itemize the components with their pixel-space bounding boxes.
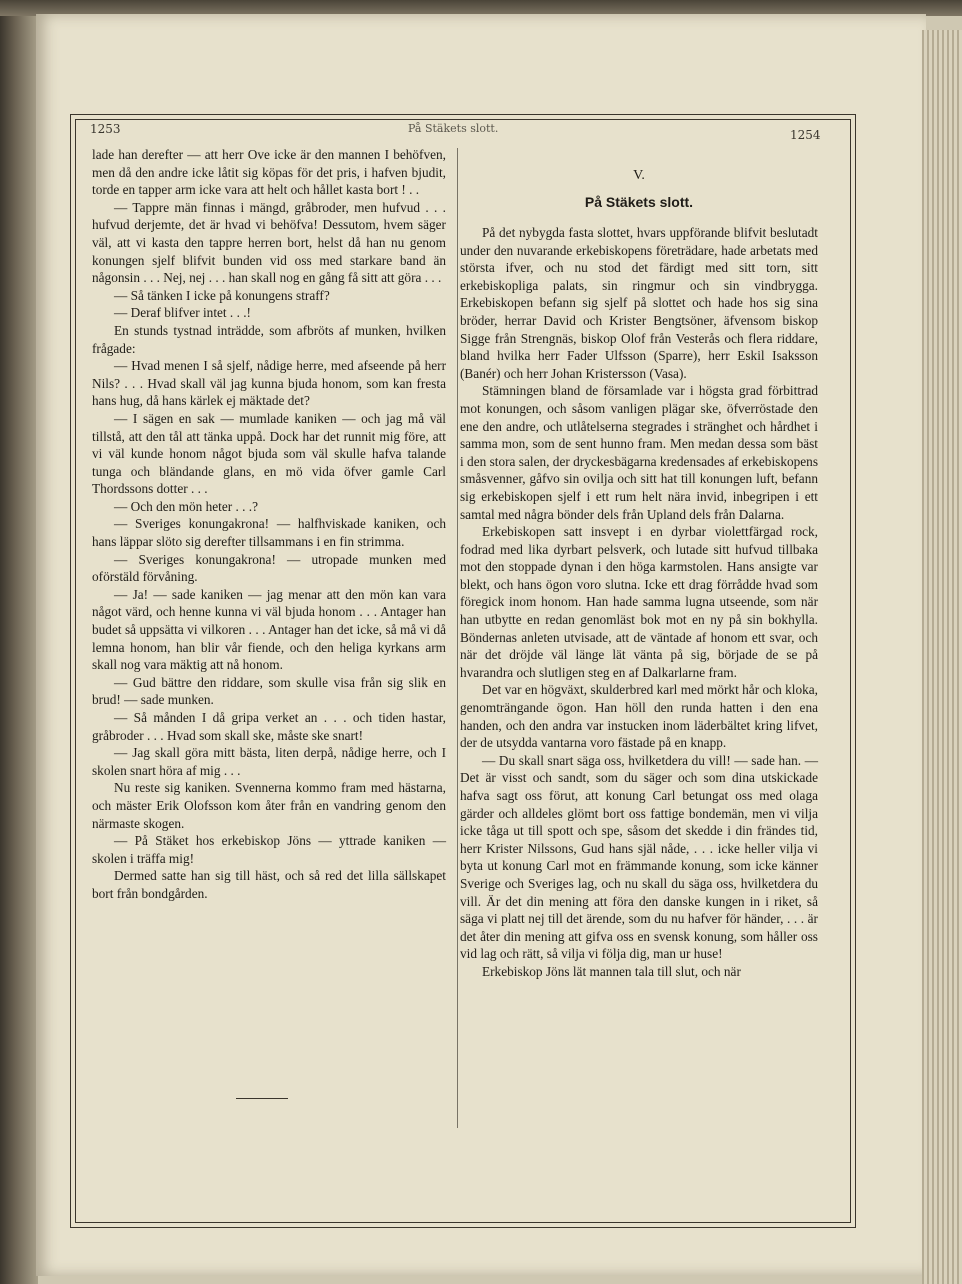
paragraph: — Tappre män finnas i mängd, gråbroder, men hufvud . . . hufvud derjemte, det är hvad vi behöfva! Dessutom, hvem säger väl, att vi kasta den tappre herren bort, helst då han nu genom konungen sjelf blifvit bunden vid oss med starkare band än någonsin . . . Nej, nej . . . han skall nog en gång få sitt att göra . . . bbox=[92, 199, 446, 286]
paragraph: — Och den mön heter . . .? bbox=[114, 498, 259, 514]
paragraph: — Deraf blifver intet . . .! bbox=[114, 305, 251, 321]
paragraph: — På Stäket hos erkebiskop Jöns — yttrade kaniken — skolen i träffa mig! bbox=[92, 833, 446, 866]
book-binding-edge bbox=[0, 0, 38, 1284]
paragraph: Stämningen bland de församlade var i högsta grad förbittrad mot konungen, och såsom vanligen plägar ske, öfverröstade den ene den andre, och utlåtelserna stegrades i stränghet och hårdhet i samma mon, som de sent hunno fram. Men medan dessa som bäst i den stora salen, der dryckesbägarna kredensades af erkebiskopens småsvenner, gåfvo sin ovilja och sitt hat till konungen luft, befann sig erkebiskopen sjelf i ett rum helt nära invid, inbegripen i ett samtal med några bönder dels från Upland dels från Dalarna. bbox=[460, 383, 818, 522]
paragraph: Dermed satte han sig till häst, och så red det lilla sällskapet bort från bondgården. bbox=[92, 868, 446, 901]
paragraph: — I sägen en sak — mumlade kaniken — och jag må väl tillstå, att den tål att tänka uppå. Dock har det runnit mig före, att vi väl kunde honom något bjuda som väl skulle hafva talande tunga och bländande glans, en mö vida öfver gamle Carl Thordssons dotter . . . bbox=[92, 410, 446, 497]
right-column bbox=[460, 224, 818, 981]
paragraph: — Sveriges konungakrona! — utropade munken med oförstäld förvåning. bbox=[92, 551, 446, 585]
paragraph: Erkebiskopen satt insvept i en dyrbar violettfärgad rock, fodrad med lika dyrbart pelsverk, och lutade sitt hufvud tillbaka mot den stoppade dynan i den höga karmstolen. Hans ansigte var blekt, och hans ögon voro slutna. Icke ett drag förrådde hvad som föregick inom honom. Han hade samma lugna utseende, som när han utbytte en redan genomläst bok mot en ny på sin bokhylla. Böndernas anleten utvisade, att de väntade af honom ett svar, och när det dröjde väl länge lät vänta på sig, började de se på hvarandra och slutligen steg en af Dalkarlarne fram. bbox=[460, 524, 818, 680]
paragraph: — Du skall snart säga oss, hvilketdera du vill! — sade han. — Det är visst och sandt, som du säger och som dina utskickade hafva sagt oss förut, att konung Carl betungat oss med olaga gärder och alldeles glömt bort oss fattige bondemän, men vi vilja icke tåga ut till spott och spe, såsom det skedde i din frändes tid, herr Krister Nilssons, Gud hans själ nåde, . . . icke heller vilja vi byta ut konung Carl mot en främmande konung, som icke känner Sverige och Sveriges lag, och nu skall du säga oss, hvilketdera du vill. Är det din mening att föra den danske kungen in i riket, så säga vi platt nej till det ärende, som du nu hafver för händer, . . . är det åter din mening att gifva oss en svensk konung, som håller oss vid lag och rätt, så vilja vi följa dig, man ur huse! bbox=[460, 752, 818, 962]
page-number-left: 1253 bbox=[90, 122, 121, 136]
paragraph: — Sveriges konungakrona! — halfhviskade kaniken, och hans läppar slöto sig derefter tillsammans i en fin strimma. bbox=[92, 516, 446, 550]
page-number-right: 1254 bbox=[790, 128, 821, 142]
paragraph: En stunds tystnad inträdde, som afbröts af munken, hvilken frågade: bbox=[92, 322, 446, 356]
paragraph: — Så månden I då gripa verket an . . . och tiden hastar, gråbroder . . . Hvad som skall ske, måste ske snart! bbox=[92, 710, 446, 743]
paragraph: På det nybygda fasta slottet, hvars uppförande blifvit beslutadt under den nuvarande erkebiskopens företrädare, hade arbetats med största ifver, och nu stod det färdigt med sitt torn, sitt erkebiskopliga palats, sin ringmur och sin vindbrygga. Erkebiskopen befann sig sjelf på slottet och hade hos sig sina bröder, herrar David och Krister Bengtsöner, äfvensom biskop Sigge från Strengnäs, biskop Olof från Vesterås och flera riddare, bland hvilka herr Fader Ulfsson (Sparre), herr Eskil Isaksson (Banér) och herr Johan Kristersson (Vasa). bbox=[460, 225, 818, 381]
paragraph: Erkebiskop Jöns lät mannen tala till slut, och när bbox=[482, 963, 741, 979]
left-column bbox=[92, 146, 446, 903]
paragraph: lade han derefter — att herr Ove icke är den mannen I behöfven, men då den andre icke låtit sig köpas för det pris, i hafven bjudit, torde en tapper arm icke vara att helt och hållet kasta bort ! . . bbox=[92, 147, 446, 198]
paragraph: — Jag skall göra mitt bästa, liten derpå, nådige herre, och I skolen snart höra af mig . . . bbox=[92, 745, 446, 778]
paragraph: — Så tänken I icke på konungens straff? bbox=[114, 287, 330, 303]
paragraph: Nu reste sig kaniken. Svennerna kommo fram med hästarna, och mäster Erik Olofsson kom åter från en vandring genom den närmaste skogen. bbox=[92, 780, 446, 831]
paragraph: Det var en högväxt, skulderbred karl med mörkt hår och kloka, genomträngande ögon. Han höll den runda hatten i den ena handen, och den andra var instucken inom läderbältet kring lifvet, der de utsydda vantarna voro fästade på en knapp. bbox=[460, 682, 818, 751]
paragraph: — Gud bättre den riddare, som skulle visa från sig slik en brud! — sade munken. bbox=[92, 674, 446, 708]
chapter-title: På Stäkets slott. bbox=[584, 194, 694, 210]
paragraph: — Hvad menen I så sjelf, nådige herre, med afseende på herr Nils? . . . Hvad skall väl jag kunna bjuda honom, som kan fresta hans hug, då hans kärlek ej mäktade det? bbox=[92, 358, 446, 409]
running-title: På Stäkets slott. bbox=[408, 122, 499, 135]
page-stack-edge bbox=[922, 30, 962, 1284]
paragraph: — Ja! — sade kaniken — jag menar att den mön kan vara något värd, och henne kunna vi väl bjuda honom . . . Antager han budet så uppsätta vi vilkoren . . . Antager han det icke, så må vi då lemna honom, han blir vår fiende, och den heliga kyrkans arm skall nog vara mäktig att nå honom. bbox=[92, 586, 446, 673]
section-end-rule bbox=[236, 1098, 288, 1099]
column-divider bbox=[457, 148, 458, 1128]
chapter-number: V. bbox=[633, 168, 645, 183]
